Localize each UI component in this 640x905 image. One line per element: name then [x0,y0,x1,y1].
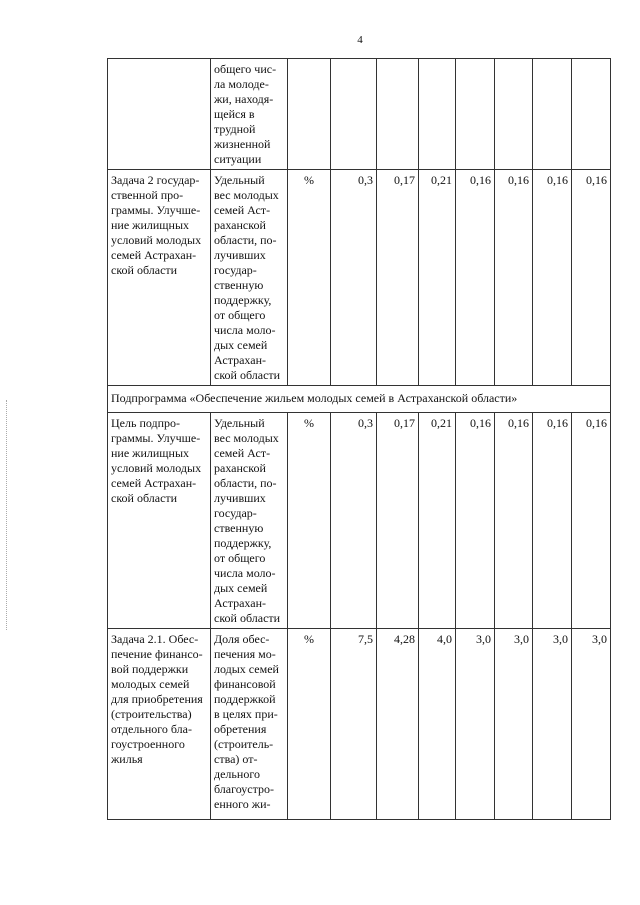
indicator-cell: Удельный вес молодых семей Аст- раханской области, по- лучивших государ- ственную поддержку, от общего числа моло- дых семей Астрахан- ской области [211,170,288,386]
value-cell: 0,16 [495,170,533,386]
value-cell: 3,0 [572,629,611,820]
indicator-cell: Доля обес- печения мо- лодых семей финансовой поддержкой в целях при- обретения (строитель- ства) от- дельного благоустро- енного жи- [211,629,288,820]
value-cell [495,59,533,170]
value-cell: 0,17 [377,413,419,629]
value-cell: 0,3 [331,413,377,629]
table-row [108,170,611,386]
unit-cell [288,59,331,170]
indicators-table [107,58,611,820]
value-cell: 3,0 [456,629,495,820]
value-cell: 3,0 [533,629,572,820]
task-cell: Задача 2.1. Обес- печение финансо- вой поддержки молодых семей для приобретения (строительства) отдельного бла- гоустроенного жилья [108,629,211,820]
table-row [108,59,611,170]
page-number: 4 [357,34,363,46]
value-cell [456,59,495,170]
table-row [108,629,611,820]
value-cell [572,59,611,170]
value-cell: 0,21 [419,170,456,386]
task-cell: Задача 2 государ- ственной про- граммы. Улучше- ние жилищных условий молодых семей Астрахан- ской области [108,170,211,386]
value-cell [377,59,419,170]
unit-cell: % [288,413,331,629]
value-cell: 0,16 [456,413,495,629]
value-cell: 0,21 [419,413,456,629]
value-cell: 3,0 [495,629,533,820]
task-cell: Цель подпро- граммы. Улучше- ние жилищных условий молодых семей Астрахан- ской области [108,413,211,629]
value-cell: 0,16 [456,170,495,386]
unit-cell: % [288,629,331,820]
value-cell: 0,16 [533,413,572,629]
indicator-cell: Удельный вес молодых семей Аст- раханской области, по- лучивших государ- ственную поддержку, от общего числа моло- дых семей Астрахан- ской области [211,413,288,629]
table-row [108,413,611,629]
task-cell [108,59,211,170]
value-cell: 0,16 [572,170,611,386]
value-cell: 0,16 [495,413,533,629]
unit-cell: % [288,170,331,386]
value-cell: 0,3 [331,170,377,386]
value-cell [331,59,377,170]
value-cell: 7,5 [331,629,377,820]
value-cell: 4,28 [377,629,419,820]
subprogram-title: Подпрограмма «Обеспечение жильем молодых семей в Астраханской области» [108,386,611,413]
value-cell: 0,17 [377,170,419,386]
value-cell: 0,16 [572,413,611,629]
subprogram-row [108,386,611,413]
value-cell [533,59,572,170]
indicator-cell: общего чис- ла молоде- жи, находя- щейся в трудной жизненной ситуации [211,59,288,170]
value-cell: 4,0 [419,629,456,820]
value-cell: 0,16 [533,170,572,386]
value-cell [419,59,456,170]
scan-edge-marks [6,400,9,630]
